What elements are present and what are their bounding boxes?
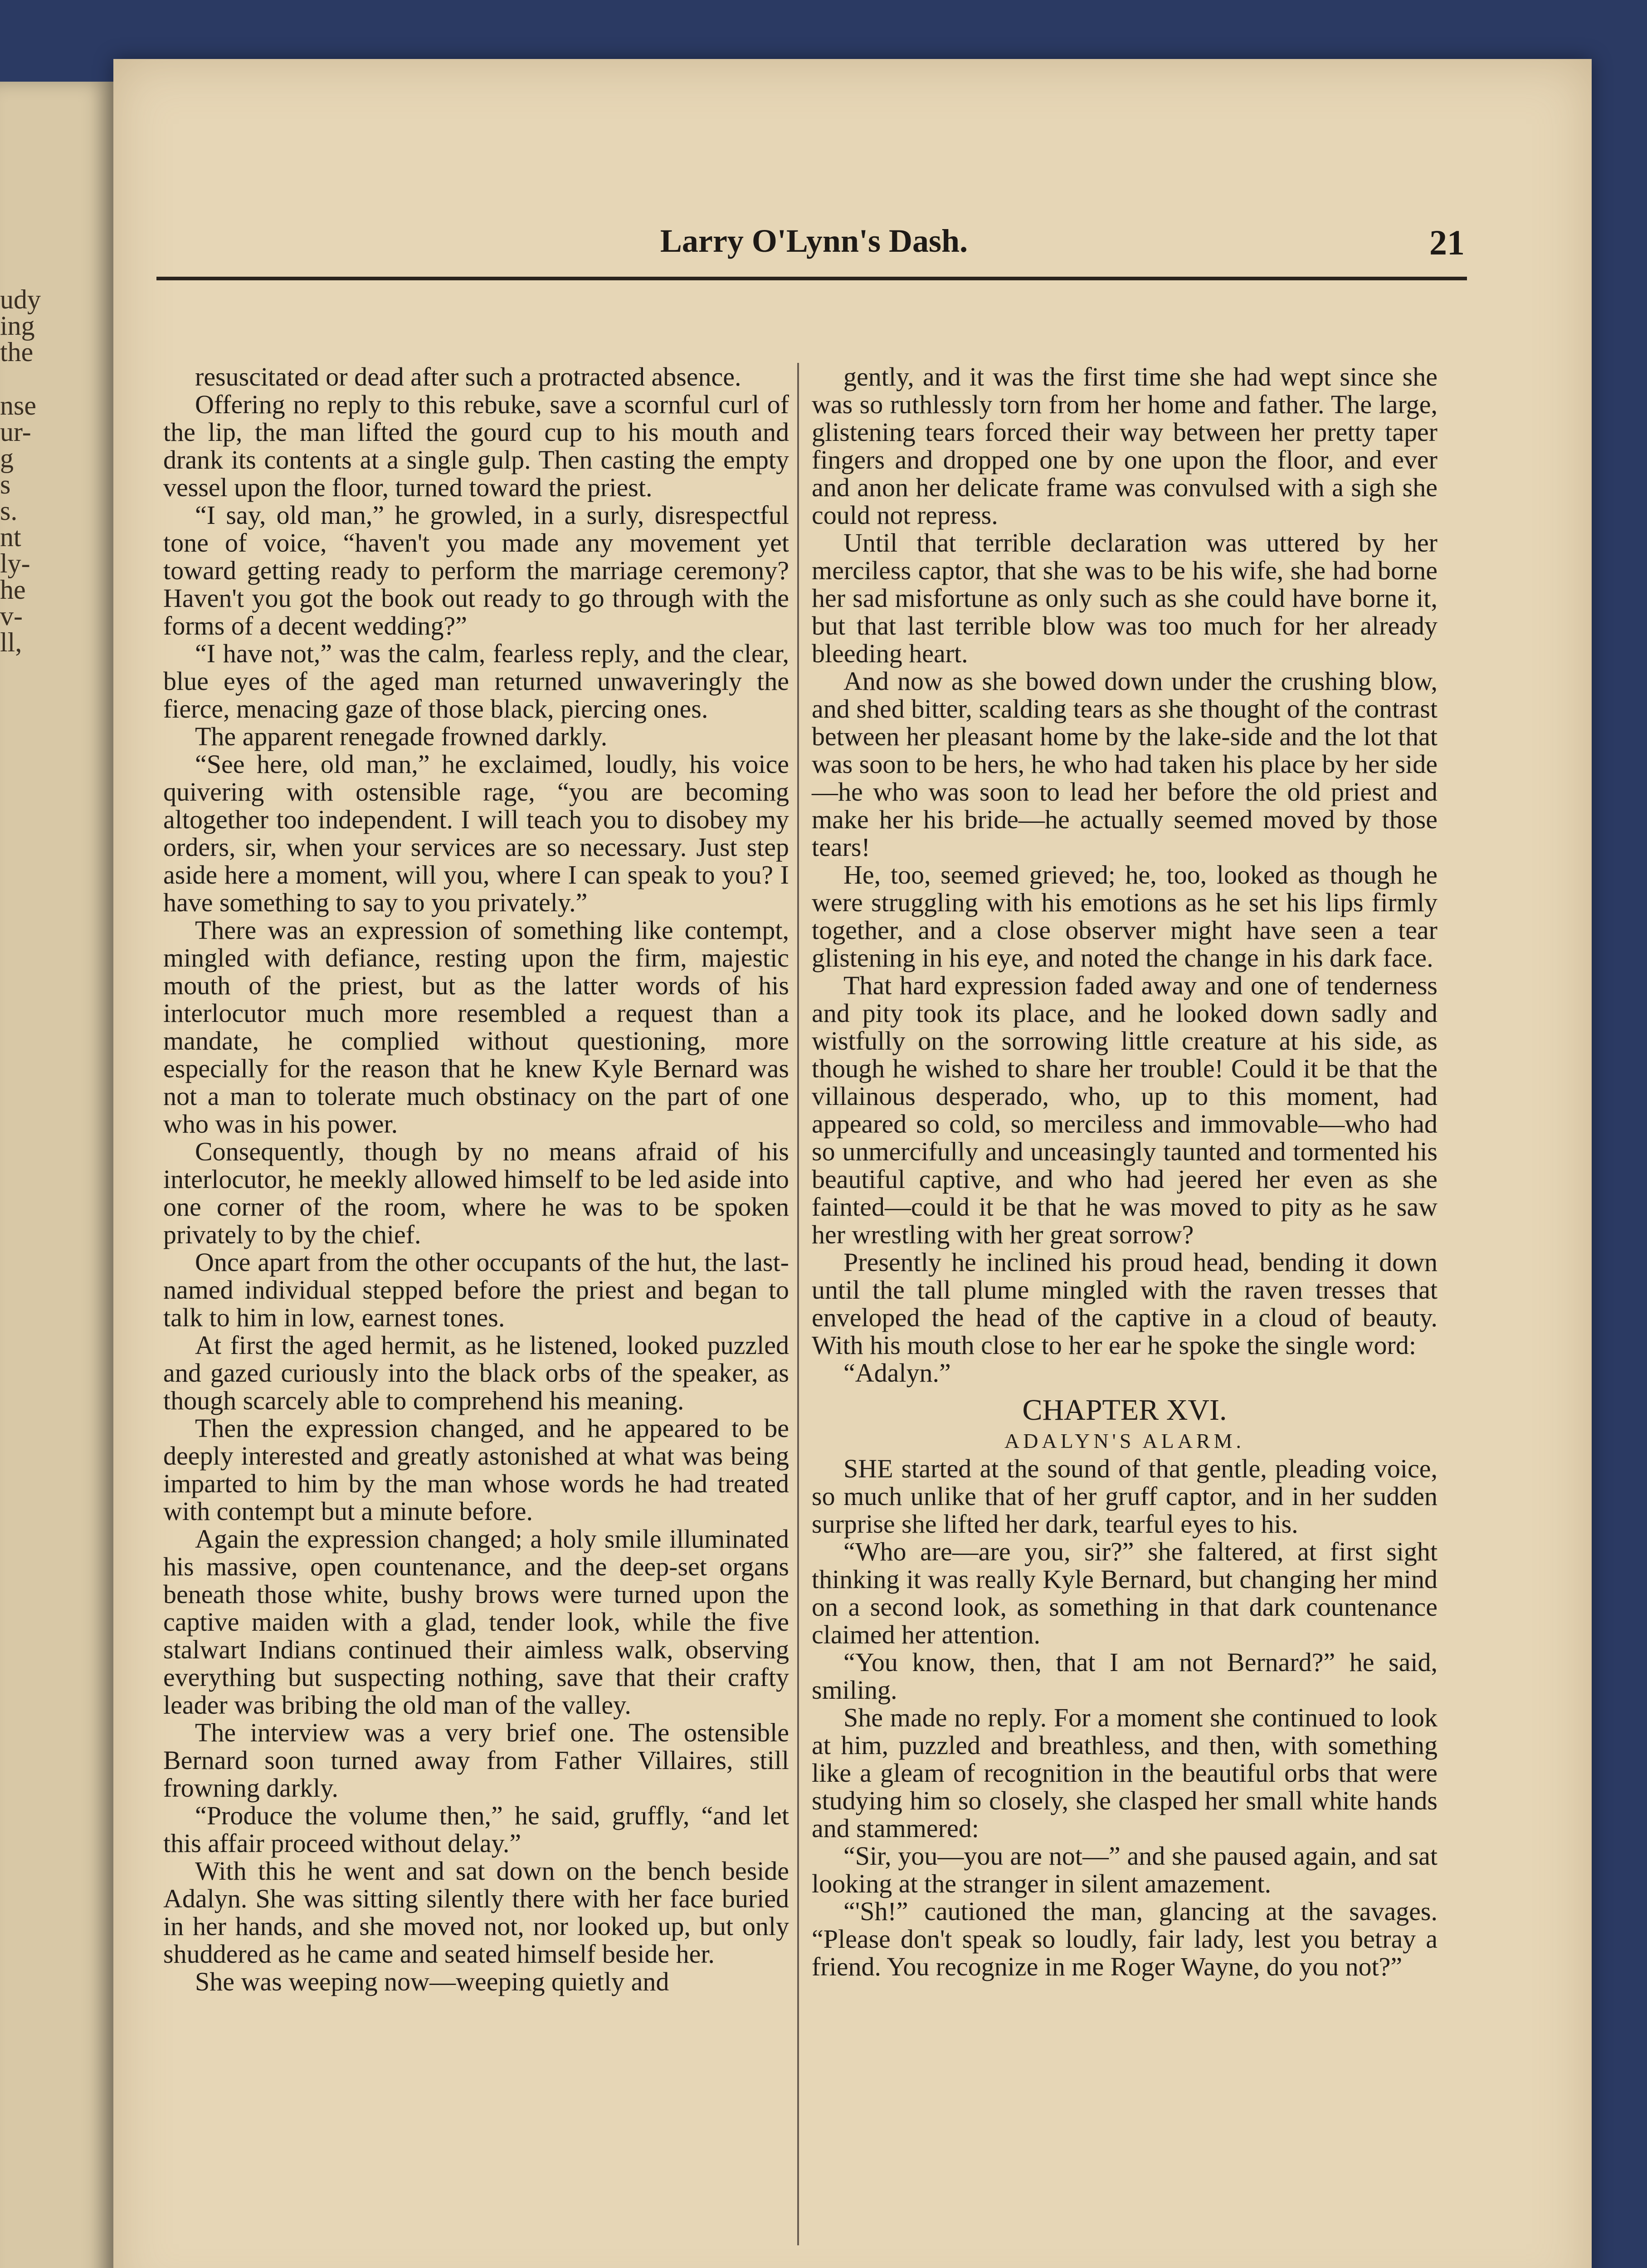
right-column-text-a <box>812 363 1437 1387</box>
prev-page-fragment: udy <box>0 284 41 314</box>
paragraph: At first the aged hermit, as he listened, looked puzzled and gazed curiously into the black orbs of the speaker, as though scarcely able to comprehend his meaning. <box>163 1330 789 1415</box>
chapter-title: CHAPTER XVI. <box>1022 1393 1227 1427</box>
paragraph: “I have not,” was the calm, fearless reply, and the clear, blue eyes of the aged man returned unwaveringly the fierce, menacing gaze of those black, piercing ones. <box>163 639 789 723</box>
paragraph: “I say, old man,” he growled, in a surly, disrespectful tone of voice, “haven't you made any movement yet toward getting ready to perform the marriage ceremony? Haven't you got the book out ready to go through with the forms of a decent wedding?” <box>163 500 789 640</box>
prev-page-fragment: s. <box>0 496 18 526</box>
paragraph: That hard expression faded away and one of tenderness and pity took its place, and he looked down sadly and wistfully on the sorrowing little creature at his side, as though he wished to share her trouble! Could it be that the villainous desperado, who, up to this moment, had appeared so cold, so merciless and immovable—who had so unmercifully and unceasingly taunted and tormented his beautiful captive, and who had jeered her even as she fainted—could it be that he was moved to pity as he saw her wrestling with her great sorrow? <box>812 971 1437 1249</box>
paragraph: Again the expression changed; a holy smile illuminated his massive, open countenance, and the deep-set organs beneath those white, bushy brows were turned upon the captive maiden with a glad, tender look, while the five stalwart Indians continued their aimless walk, observing everything but suspecting nothing, save that their crafty leader was bribing the old man of the valley. <box>163 1524 789 1720</box>
paragraph: Consequently, though by no means afraid of his interlocutor, he meekly allowed himself to be led aside into one corner of the room, where he was to be spoken privately to by the chief. <box>163 1137 789 1249</box>
prev-page-fragment: he <box>0 575 26 605</box>
prev-page-fragment: the <box>0 337 34 367</box>
paragraph: “You know, then, that I am not Bernard?” he said, smiling. <box>812 1647 1437 1705</box>
prev-page-fragment: ly- <box>0 548 30 578</box>
prev-page-fragment: g <box>0 443 14 473</box>
book-page <box>113 59 1592 2268</box>
paragraph: Presently he inclined his proud head, bending it down until the tall plume mingled with the raven tresses that enveloped the head of the captive in a cloud of beauty. With his mouth close to her ear he spoke the single word: <box>812 1247 1437 1360</box>
column-divider <box>797 363 799 2245</box>
prev-page-fragment: nse <box>0 391 36 420</box>
paragraph: Then the expression changed, and he appeared to be deeply interested and greatly astonished at what was being imparted to him by the man whose words he had treated with contempt but a minute before. <box>163 1413 789 1526</box>
paragraph: The apparent renegade frowned darkly. <box>195 722 608 751</box>
prev-page-fragment: nt <box>0 522 21 552</box>
page-header <box>163 222 1465 277</box>
left-column <box>163 363 789 2245</box>
paragraph: resuscitated or dead after such a protracted absence. <box>195 362 741 391</box>
paragraph: Once apart from the other occupants of the hut, the last-named individual stepped before the priest and began to talk to him in low, earnest tones. <box>163 1247 789 1332</box>
running-title: Larry O'Lynn's Dash. <box>660 223 968 259</box>
paragraph: Offering no reply to this rebuke, save a scornful curl of the lip, the man lifted the gourd cup to his mouth and drank its contents at a single gulp. Then casting the empty vessel upon the floor, turned toward the priest. <box>163 390 789 502</box>
prev-page-fragment: ing <box>0 311 35 341</box>
chapter-subtitle: ADALYN'S ALARM. <box>1004 1429 1245 1452</box>
paragraph: And now as she bowed down under the crushing blow, and shed bitter, scalding tears as she thought of the contrast between her pleasant home by the lake-side and the lot that was soon to be hers, he who had taken his place by her side—he who was soon to lead her before the old priest and make her his bride—he actually seemed moved by those tears! <box>812 666 1437 862</box>
paragraph: With this he went and sat down on the bench beside Adalyn. She was sitting silently there with her face buried in her hands, and she moved not, nor looked up, but only shuddered as he came and seated himself beside her. <box>163 1856 789 1969</box>
paragraph: She made no reply. For a moment she continued to look at him, puzzled and breathless, and then, with something like a gleam of recognition in the beautiful orbs that were studying him so closely, she clasped her small white hands and stammered: <box>812 1703 1437 1843</box>
paragraph: “Who are—are you, sir?” she faltered, at first sight thinking it was really Kyle Bernard, but changing her mind on a second look, as something in that dark countenance claimed her attention. <box>812 1537 1437 1649</box>
previous-page-edge <box>0 82 113 2268</box>
paragraph: The interview was a very brief one. The ostensible Bernard soon turned away from Father Villaires, still frowning darkly. <box>163 1718 789 1803</box>
prev-page-fragment: s <box>0 469 11 499</box>
paragraph: “Sir, you—you are not—” and she paused again, and sat looking at the stranger in silent amazement. <box>812 1841 1437 1898</box>
page-number: 21 <box>1429 223 1465 262</box>
prev-page-fragment: ll, <box>0 627 22 657</box>
paragraph: She was weeping now—weeping quietly and <box>195 1967 669 1996</box>
paragraph: Until that terrible declaration was uttered by her merciless captor, that she was to be his wife, she had borne her sad misfortune as only such as she could have borne it, but that last terrible blow was too much for her already bleeding heart. <box>812 528 1437 668</box>
paragraph: SHE started at the sound of that gentle, pleading voice, so much unlike that of her gruff captor, and in her sudden surprise she lifted her dark, tearful eyes to his. <box>812 1454 1437 1539</box>
paragraph: There was an expression of something like contempt, mingled with defiance, resting upon the firm, majestic mouth of the priest, but as the latter words of his interlocutor much more resembled a request than a mandate, he complied without questioning, more especially for the reason that he knew Kyle Bernard was not a man to tolerate much obstinacy on the part of one who was in his power. <box>163 915 789 1139</box>
right-column-text-b <box>812 1455 1437 1980</box>
paragraph: “'Sh!” cautioned the man, glancing at the savages. “Please don't speak so loudly, fair lady, lest you betray a friend. You recognize in me Roger Wayne, do you not?” <box>812 1897 1437 1981</box>
paragraph: “Produce the volume then,” he said, gruffly, “and let this affair proceed without delay.” <box>163 1801 789 1858</box>
right-column <box>812 363 1437 2245</box>
paragraph: “Adalyn.” <box>843 1358 951 1388</box>
prev-page-fragment: v- <box>0 601 23 631</box>
paragraph: “See here, old man,” he exclaimed, loudly, his voice quivering with ostensible rage, “you are becoming altogether too independent. I will teach you to disobey my orders, sir, when your services are so necessary. Just step aside here a moment, will you, where I can speak to you? I have something to say to you privately.” <box>163 749 789 917</box>
paragraph: gently, and it was the first time she had wept since she was so ruthlessly torn from her home and father. The large, glistening tears forced their way between her pretty taper fingers and dropped one by one upon the floor, and ever and anon her delicate frame was convulsed with a sigh she could not repress. <box>812 362 1437 530</box>
paragraph: He, too, seemed grieved; he, too, looked as though he were struggling with his emotions as he set his lips firmly together, and a close observer might have seen a tear glistening in his eye, and noted the change in his dark face. <box>812 860 1437 973</box>
prev-page-fragment: ur- <box>0 417 31 447</box>
header-rule <box>156 277 1467 286</box>
